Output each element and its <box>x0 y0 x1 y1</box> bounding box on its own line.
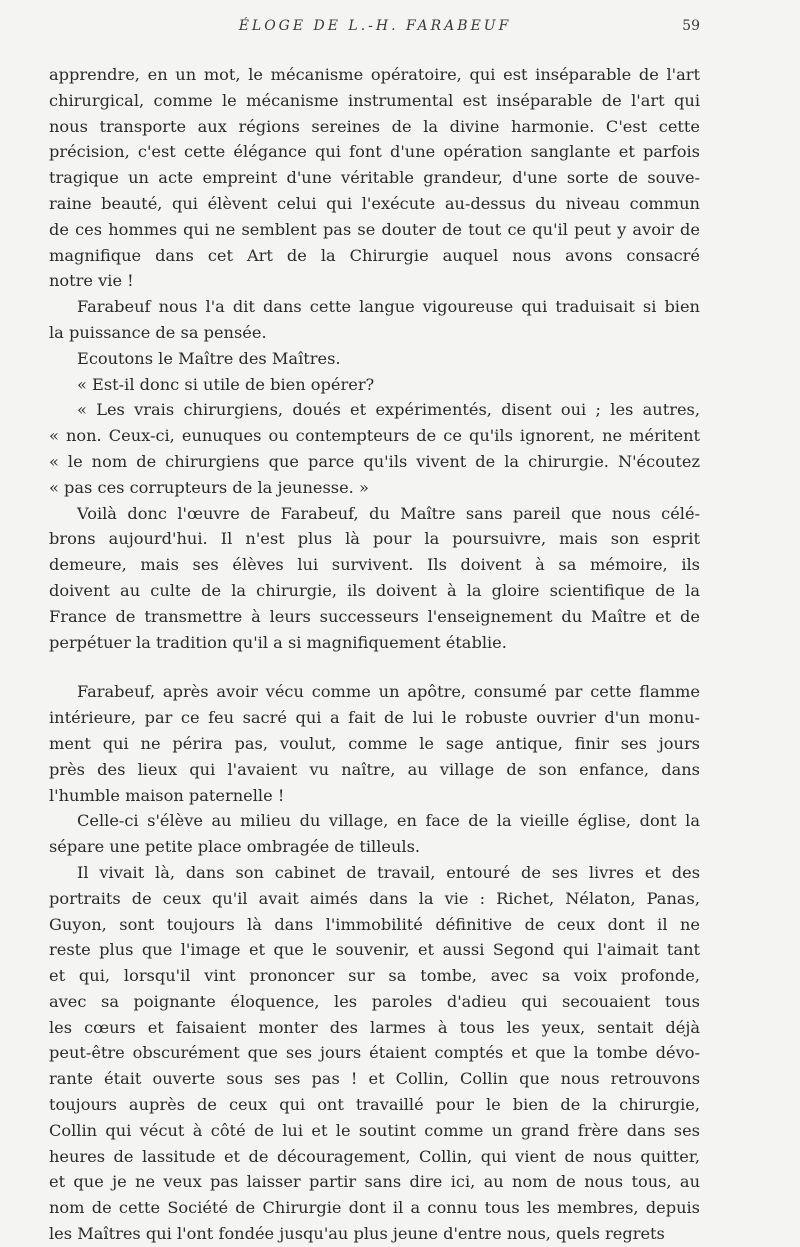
text-line: apprendre, en un mot, le mécanisme opératoire, qui est inséparable de l'art <box>49 65 700 84</box>
text-line: Collin qui vécut à côté de lui et le soutint comme un grand frère dans ses <box>49 1120 700 1140</box>
text-line: Farabeuf nous l'a dit dans cette langue vigoureuse qui traduisait si bien <box>77 297 700 317</box>
paragraph <box>49 860 700 1247</box>
text-line: avec sa poignante éloquence, les paroles d'adieu qui secouaient tous <box>49 991 700 1011</box>
text-line: précision, c'est cette élégance qui font d'une opération sanglante et parfois <box>49 142 700 162</box>
text-line: rante était ouverte sous ses pas ! et Collin, Collin que nous retrouvons <box>49 1069 700 1089</box>
paragraph <box>49 808 700 860</box>
text-line: près des lieux qui l'avaient vu naître, au village de son enfance, dans <box>49 759 700 779</box>
text-line: « non. Ceux-ci, eunuques ou contempteurs de ce qu'ils ignorent, ne méritent <box>49 426 700 446</box>
paragraph <box>49 294 700 346</box>
text-line: portraits de ceux qu'il avait aimés dans la vie : Richet, Nélaton, Panas, <box>49 888 700 908</box>
text-line: demeure, mais ses élèves lui survivent. Ils doivent à sa mémoire, ils <box>49 555 700 575</box>
text-line: « le nom de chirurgiens que parce qu'ils vivent de la chirurgie. N'écoutez <box>49 451 700 471</box>
text-line: brons aujourd'hui. Il n'est plus là pour la poursuivre, mais son esprit <box>49 529 700 549</box>
text-line: perpétuer la tradition qu'il a si magnifiquement établie. <box>49 632 507 652</box>
text-line: Ecoutons le Maître des Maîtres. <box>77 348 341 368</box>
text-line: heures de lassitude et de découragement, Collin, qui vient de nous quitter, <box>49 1146 700 1166</box>
text-line: doivent au culte de la chirurgie, ils doivent à la gloire scientifique de la <box>49 580 700 600</box>
text-line: Il vivait là, dans son cabinet de travail, entouré de ses livres et des <box>77 862 700 882</box>
text-line: nom de cette Société de Chirurgie dont il a connu tous les membres, depuis <box>49 1198 700 1218</box>
text-line: l'humble maison paternelle ! <box>49 785 285 805</box>
running-title: ÉLOGE DE L.-H. FARABEUF <box>238 18 512 34</box>
text-line: les cœurs et faisaient monter des larmes à tous les yeux, sentait déjà <box>49 1017 700 1037</box>
text-line: magnifique dans cet Art de la Chirurgie auquel nous avons consacré <box>49 245 700 265</box>
text-line: les Maîtres qui l'ont fondée jusqu'au plus jeune d'entre nous, quels regrets <box>49 1224 665 1244</box>
text-line: Farabeuf, après avoir vécu comme un apôtre, consumé par cette flamme <box>77 682 700 702</box>
page-number: 59 <box>682 18 700 34</box>
paragraph <box>49 679 700 808</box>
paragraph <box>49 501 700 656</box>
text-line: Celle-ci s'élève au milieu du village, en face de la vieille église, dont la <box>77 811 700 831</box>
text-line: et qui, lorsqu'il vint prononcer sur sa tombe, avec sa voix profonde, <box>49 966 700 986</box>
page-header <box>50 18 700 48</box>
body-text <box>49 62 700 1247</box>
text-line: tragique un acte empreint d'une véritable grandeur, d'une sorte de souve- <box>49 168 700 188</box>
text-line: intérieure, par ce feu sacré qui a fait de lui le robuste ouvrier d'un monu- <box>49 708 700 728</box>
paragraph <box>49 346 700 372</box>
text-line: et que je ne veux pas laisser partir sans dire ici, au nom de nous tous, au <box>49 1172 700 1192</box>
paragraph <box>49 62 700 294</box>
section-gap <box>49 655 700 679</box>
text-line: « Les vrais chirurgiens, doués et expérimentés, disent oui ; les autres, <box>77 400 700 420</box>
text-line: peut-être obscurément que ses jours étaient comptés et que la tombe dévo- <box>49 1043 700 1063</box>
text-line: toujours auprès de ceux qui ont travaillé pour le bien de la chirurgie, <box>49 1095 700 1115</box>
text-line: « pas ces corrupteurs de la jeunesse. » <box>49 477 369 497</box>
text-line: Voilà donc l'œuvre de Farabeuf, du Maître sans pareil que nous célé- <box>77 503 700 523</box>
text-line: reste plus que l'image et que le souvenir, et aussi Segond qui l'aimait tant <box>49 940 700 960</box>
text-line: raine beauté, qui élèvent celui qui l'exécute au-dessus du niveau commun <box>49 193 700 213</box>
text-line: France de transmettre à leurs successeurs l'enseignement du Maître et de <box>49 606 700 626</box>
text-line: de ces hommes qui ne semblent pas se douter de tout ce qu'il peut y avoir de <box>49 219 700 239</box>
text-line: chirurgical, comme le mécanisme instrumental est inséparable de l'art qui <box>49 90 700 110</box>
text-line: ment qui ne périra pas, voulut, comme le sage antique, finir ses jours <box>49 733 700 753</box>
text-line: nous transporte aux régions sereines de la divine harmonie. C'est cette <box>49 116 700 136</box>
text-line: notre vie ! <box>49 271 134 291</box>
text-line: Guyon, sont toujours là dans l'immobilité définitive de ceux dont il ne <box>49 914 700 934</box>
text-line: sépare une petite place ombragée de tilleuls. <box>49 837 421 857</box>
paragraph <box>49 372 700 398</box>
text-line: la puissance de sa pensée. <box>49 322 267 342</box>
text-line: « Est-il donc si utile de bien opérer? <box>77 374 375 394</box>
paragraph <box>49 397 700 500</box>
